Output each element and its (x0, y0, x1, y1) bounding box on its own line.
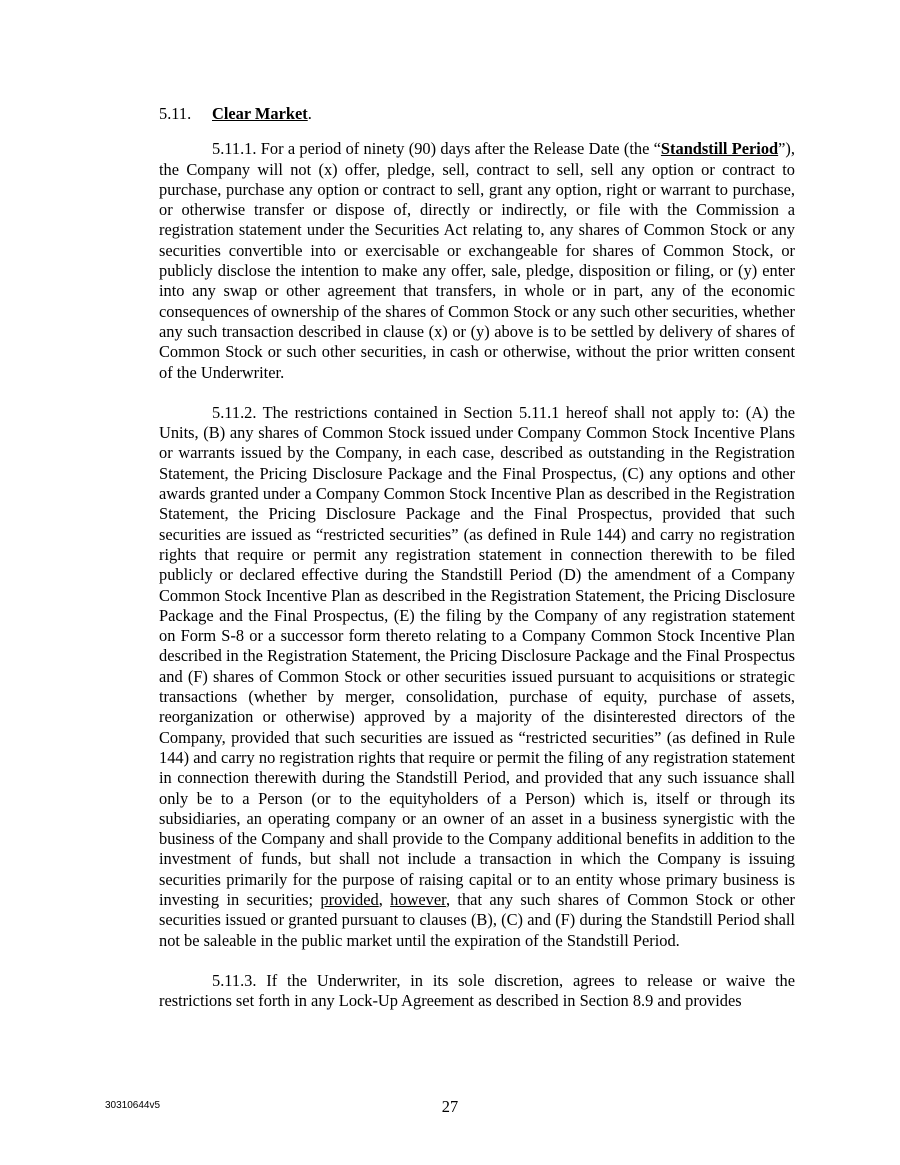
section-number: 5.11. (159, 104, 192, 123)
document-id: 30310644v5 (105, 1100, 161, 1111)
paragraph-5-11-3 (159, 971, 795, 1012)
defined-term-standstill-period: Standstill Period (660, 139, 779, 159)
section-title: Clear Market (212, 104, 308, 123)
page-number: 27 (441, 1097, 459, 1116)
paragraph-5-11-2 (159, 403, 795, 951)
paragraph-5-11-3-body: 5.11.3. If the Underwriter, in its sole discretion, agrees to release or waive the restrictions set forth in any Lock-Up Agreement as described in Section 8.9 and provides (159, 970, 795, 1011)
page-body (159, 104, 795, 1011)
paragraph-5-11-1 (159, 139, 795, 383)
paragraph-5-11-2-body: 5.11.2. The restrictions contained in Section 5.11.1 hereof shall not apply to: (A) the Units, (B) any shares of Common Stock issued under Company Common Stock Incentive Plans or warrants issued by the Company, in each case, described as outstanding in the Registration Statement, the Pricing Disclosure Package and the Final Prospectus, (C) any options and other awards granted under a Company Common Stock Incentive Plan as described in the Registration Statement, the Pricing Disclosure Package and the Final Prospectus, provided that such securities are issued as “restricted securities” (as defined in Rule 144) and carry no registration rights that require or permit any registration statement in connection therewith to be filed publicly or declared effective during the Standstill Period (D) the amendment of a Company Common Stock Incentive Plan as described in the Registration Statement, the Pricing Disclosure Package and the Final Prospectus, (E) the filing by the Company of any registration statement on Form S-8 or a successor form thereto relating to a Company Common Stock Incentive Plan described in the Registration Statement, the Pricing Disclosure Package and the Final Prospectus and (F) shares of Common Stock or other securities issued pursuant to acquisitions or strategic transactions (whether by merger, consolidation, purchase of equity, purchase of assets, reorganization or otherwise) approved by a majority of the disinterested directors of the Company, provided that such securities are issued as “restricted securities” (as defined in Rule 144) and carry no registration rights that require or permit the filing of any registration statement in connection therewith during the Standstill Period, and provided that any such issuance shall only be to a Person (or to the equityholders of a Person) which is, itself or through its subsidiaries, an operating company or an owner of an asset in a business synergistic with the business of the Company and shall provide to the Company additional benefits in addition to the investment of funds, but shall not include a transaction in which the Company is issuing securities primarily for the purpose of raising capital or to an entity whose primary business is investing in securities; (159, 402, 795, 909)
paragraph-5-11-1-body: ”), the Company will not (x) offer, pledge, sell, contract to sell, sell any option or contract to purchase, purchase any option or contract to sell, grant any option, right or warrant to purchase, or otherwise transfer or dispose of, directly or indirectly, or file with the Commission a registration statement under the Securities Act relating to, any shares of Common Stock or any securities convertible into or exercisable or exchangeable for shares of Common Stock, or publicly disclose the intention to make any offer, sale, pledge, disposition or filing, or (y) enter into any swap or other agreement that transfers, in whole or in part, any of the economic consequences of ownership of the shares of Common Stock or any such other securities, whether any such transaction described in clause (x) or (y) above is to be settled by delivery of shares of Common Stock or such other securities, in cash or otherwise, without the prior written consent of the Underwriter. (159, 139, 795, 382)
however-term: however (390, 889, 446, 909)
provided-comma: , (378, 889, 391, 909)
provided-term: provided (320, 889, 379, 909)
section-heading (159, 104, 795, 124)
section-title-period: . (307, 104, 312, 123)
paragraph-5-11-1-lead: 5.11.1. For a period of ninety (90) days after the Release Date (the “ (212, 139, 661, 159)
paragraph-5-11-2-tail: , that any such shares of Common Stock or other securities issued or granted pursuant to clauses (B), (C) and (F) during the Standstill Period shall not be saleable in the public market until the expiration of the Standstill Period. (159, 889, 796, 950)
